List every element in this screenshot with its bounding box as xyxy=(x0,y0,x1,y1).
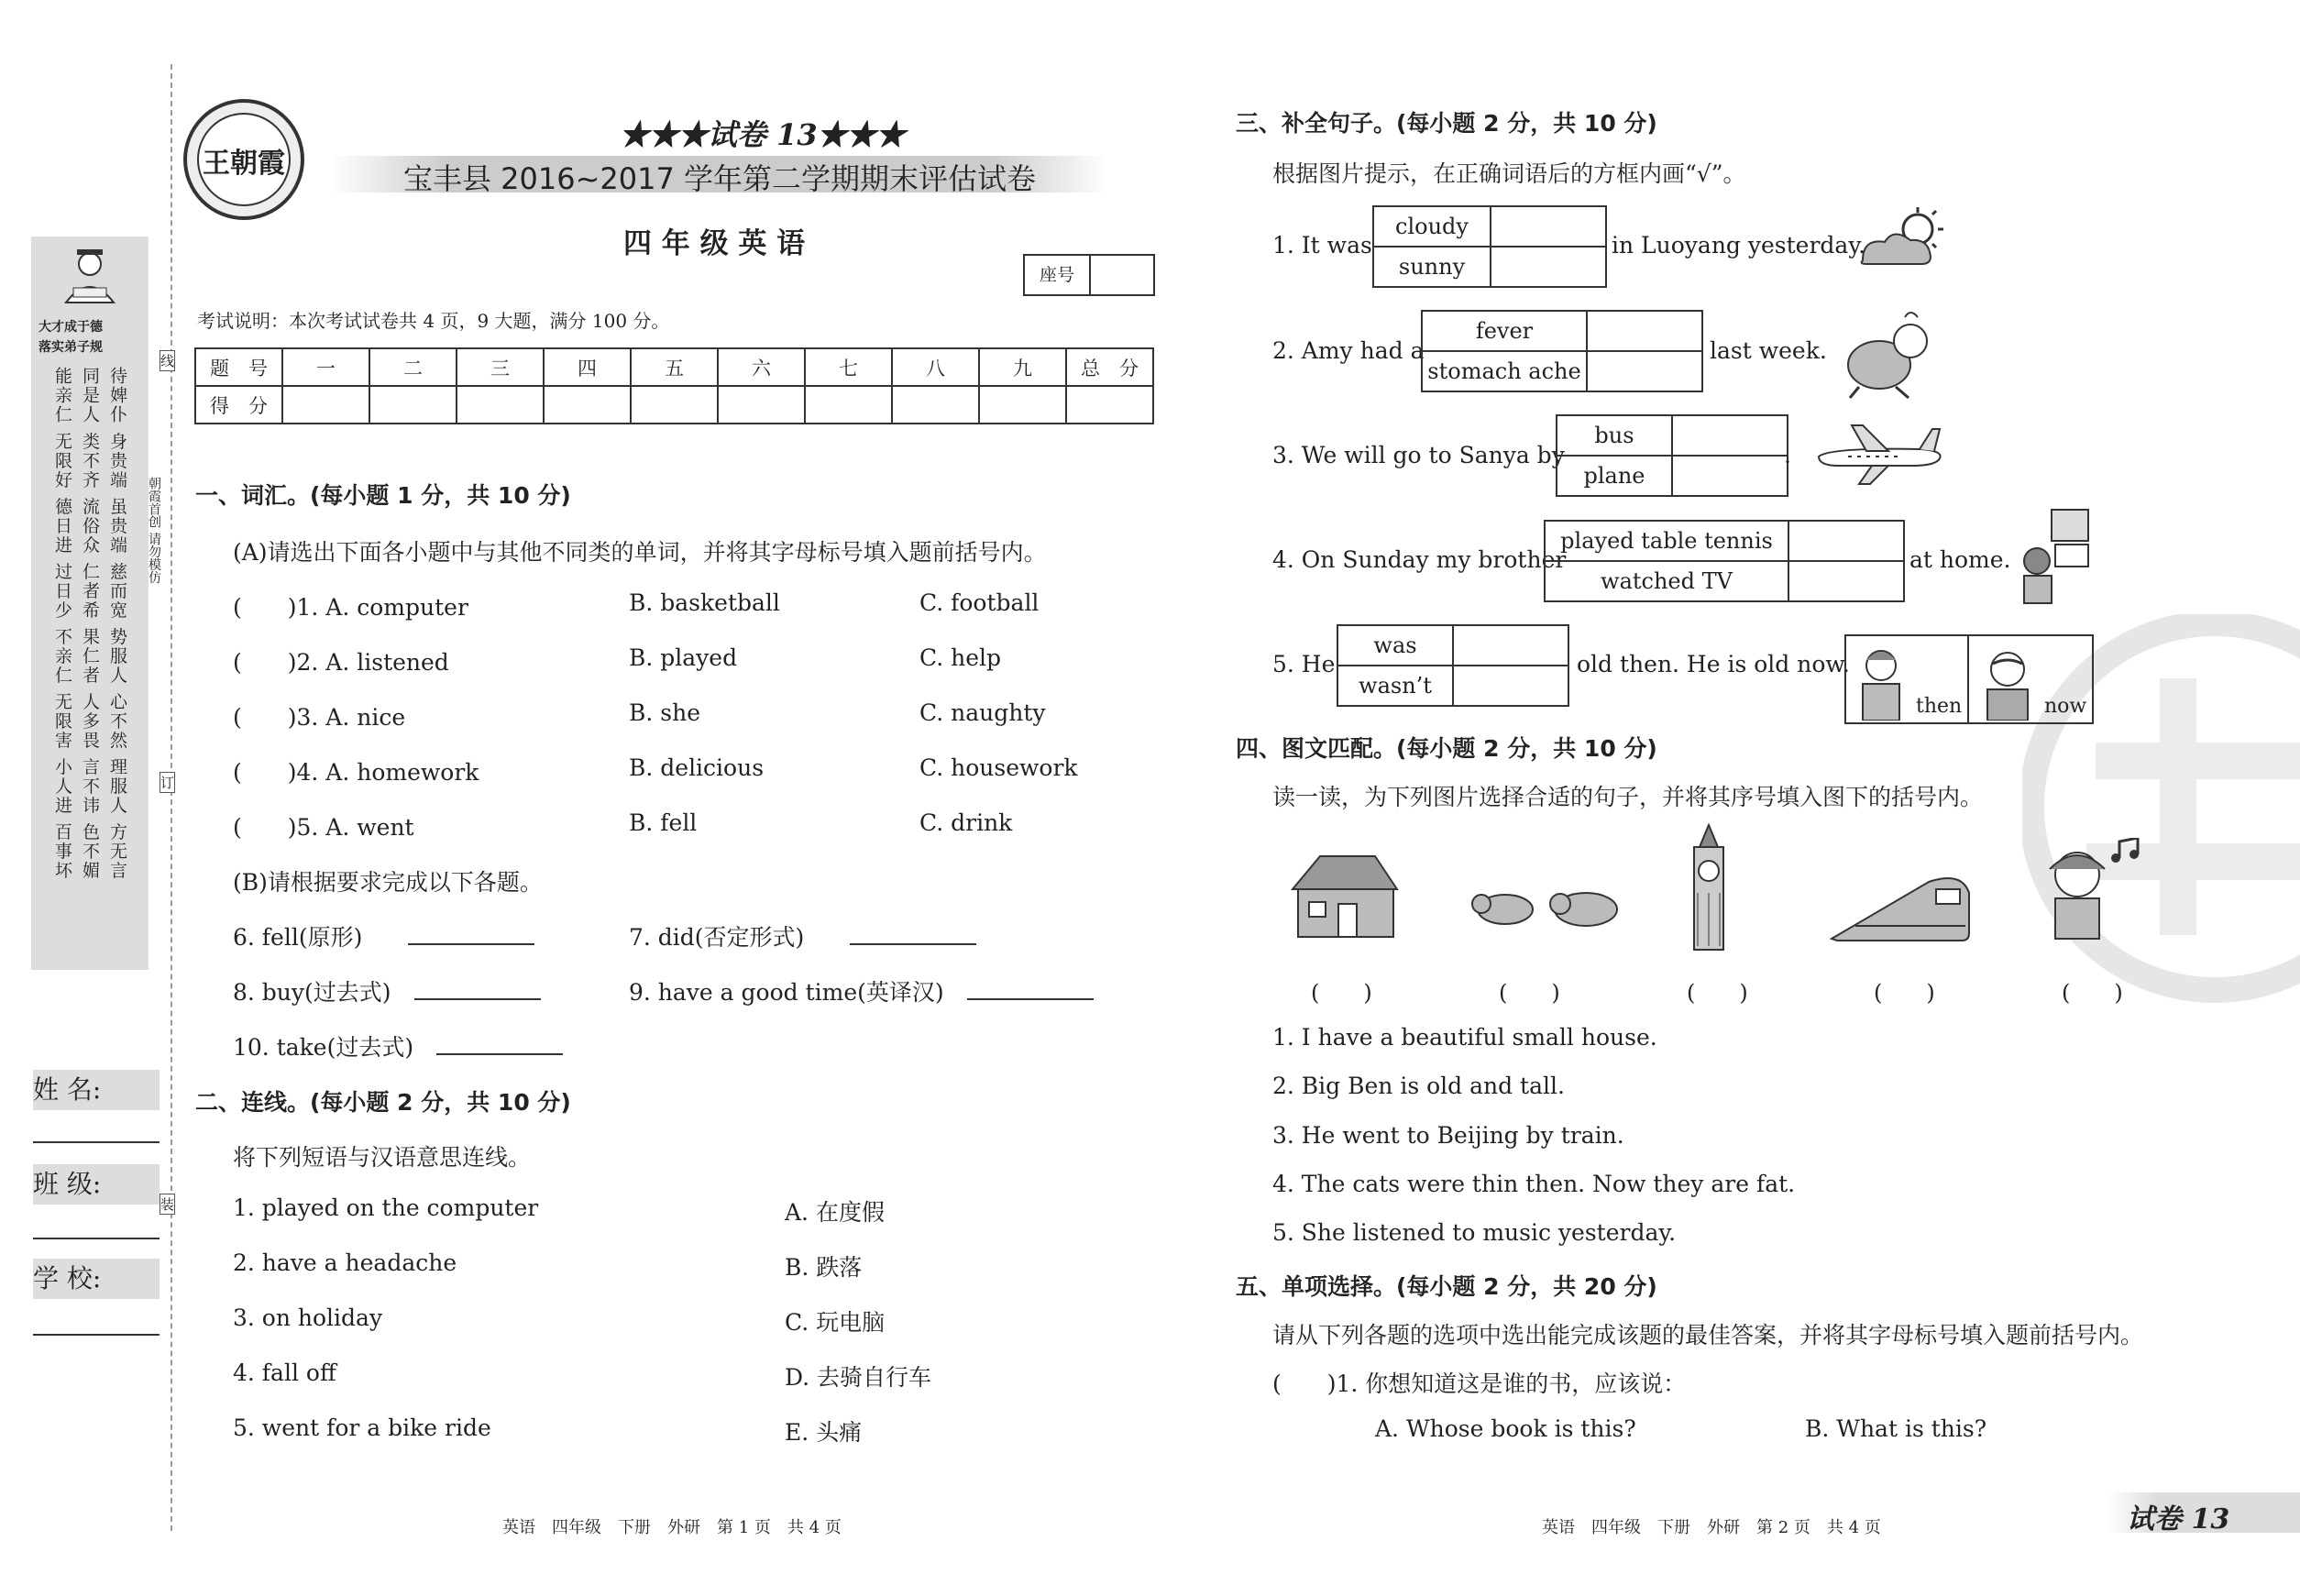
s3-q5-opt2: wasn’t xyxy=(1337,666,1453,706)
s3-q5-option-row xyxy=(1337,625,1568,666)
sick-girl-icon xyxy=(1832,306,1945,402)
girl-listening-music-icon xyxy=(2028,838,2163,948)
s3-q5-post: old then. He is old now. xyxy=(1577,651,1850,677)
score-header-cell: 总 分 xyxy=(1066,348,1153,386)
s3-q4-opt2: watched TV xyxy=(1545,561,1788,601)
s1-q2: ( )2. A. listened xyxy=(233,649,449,676)
s3-q4-opt1: played table tennis xyxy=(1545,521,1788,561)
s1-b10 xyxy=(233,1029,563,1062)
s2-left-5[interactable]: 5. went for a bike ride xyxy=(233,1414,491,1441)
score-table-score-row xyxy=(195,386,1153,424)
s1-b8-label: 8. buy(过去式) xyxy=(233,979,391,1006)
s1-b7-label: 7. did(否定形式) xyxy=(629,924,805,951)
s1-q5-b: B. fell xyxy=(629,809,698,836)
s1-q4: ( )4. A. homework xyxy=(233,759,479,786)
motto-column-3: 待婢仆 身贵端 虽贵端 慈而宽 势服人 心不然 理服人 方无言 xyxy=(107,367,127,881)
s3-q2-opt1-check[interactable] xyxy=(1587,311,1702,351)
s4-bracket-1[interactable]: ( ) xyxy=(1311,980,1372,1006)
s3-q2-opt2-check[interactable] xyxy=(1587,351,1702,391)
s4-sentence-3: 3. He went to Beijing by train. xyxy=(1272,1122,1624,1149)
s1-b7-blank[interactable] xyxy=(850,921,976,945)
s3-q2-option-row xyxy=(1422,351,1702,391)
binding-line xyxy=(171,64,172,1531)
then-now-panel xyxy=(1844,634,2094,724)
s3-q1-post: in Luoyang yesterday. xyxy=(1612,232,1866,259)
section5-instruction: 请从下列各题的选项中选出能完成该题的最佳答案，并将其字母标号填入题前括号内。 xyxy=(1272,1322,2144,1348)
s3-q3-opt2: plane xyxy=(1557,456,1672,496)
s1-q1-b: B. basketball xyxy=(629,589,780,616)
section3-instruction: 根据图片提示，在正确词语后的方框内画“√”。 xyxy=(1272,160,1746,187)
section1-title: 一、词汇。(每小题 1 分，共 10 分) xyxy=(195,482,571,509)
s1-b9 xyxy=(629,974,1094,1007)
score-header-cell: 二 xyxy=(369,348,457,386)
s3-q1-option-row xyxy=(1373,206,1606,247)
s3-q2-opt1: fever xyxy=(1422,311,1587,351)
logo-text: 王朝霞 xyxy=(203,148,285,180)
s3-q1-opt1: cloudy xyxy=(1373,206,1491,247)
old-man-icon xyxy=(1978,644,2039,721)
then-label: then xyxy=(1916,695,1963,718)
score-cell[interactable] xyxy=(544,386,631,424)
motto-panel xyxy=(31,237,149,970)
brand-logo xyxy=(180,95,308,224)
s1-b8 xyxy=(233,974,541,1007)
s3-q2-options xyxy=(1421,310,1703,392)
s1-b6-label: 6. fell(原形) xyxy=(233,924,363,951)
s1-q2-c: C. help xyxy=(919,644,1002,671)
paper-label: ★★★试卷 13★★★ xyxy=(620,117,906,152)
s4-bracket-5[interactable]: ( ) xyxy=(2062,980,2123,1006)
s3-q1-options xyxy=(1372,205,1607,288)
score-header-cell: 七 xyxy=(805,348,892,386)
cloudy-sun-icon xyxy=(1854,204,1954,270)
seat-label: 座号 xyxy=(1025,256,1091,294)
subject-title: 四 年 级 英 语 xyxy=(623,227,806,260)
score-header-cell: 八 xyxy=(892,348,979,386)
s4-bracket-3[interactable]: ( ) xyxy=(1687,980,1748,1006)
s4-sentence-2: 2. Big Ben is old and tall. xyxy=(1272,1073,1565,1099)
s1-q5-c: C. drink xyxy=(919,809,1013,836)
s3-q1-opt1-check[interactable] xyxy=(1491,206,1606,247)
section5-title: 五、单项选择。(每小题 2 分，共 20 分) xyxy=(1236,1273,1657,1300)
s2-left-4[interactable]: 4. fall off xyxy=(233,1359,336,1386)
s4-sentence-5: 5. She listened to music yesterday. xyxy=(1272,1219,1677,1246)
score-cell[interactable] xyxy=(369,386,457,424)
s3-q2-pre: 2. Amy had a xyxy=(1272,337,1425,364)
big-ben-icon xyxy=(1681,823,1736,952)
s3-q5-opt1-check[interactable] xyxy=(1453,625,1568,666)
footer-right: 英语 四年级 下册 外研 第 2 页 共 4 页 xyxy=(1542,1518,1881,1537)
score-cell[interactable] xyxy=(892,386,979,424)
s1-q2-b: B. played xyxy=(629,644,738,671)
s1-q5: ( )5. A. went xyxy=(233,814,414,841)
score-cell[interactable] xyxy=(979,386,1066,424)
school-field-label: 学 校: xyxy=(33,1259,160,1299)
s1-q4-c: C. housework xyxy=(919,754,1078,781)
score-table-header-row xyxy=(195,348,1153,386)
footer-left: 英语 四年级 下册 外研 第 1 页 共 4 页 xyxy=(502,1518,842,1537)
young-man-icon xyxy=(1855,644,1910,721)
name-field-label: 姓 名: xyxy=(33,1070,160,1110)
binding-char-line: 线 xyxy=(160,350,175,371)
s1-b9-label: 9. have a good time(英译汉) xyxy=(629,979,944,1006)
s1-b7 xyxy=(629,919,976,952)
score-header-cell: 题 号 xyxy=(195,348,282,386)
s2-right-C[interactable]: C. 玩电脑 xyxy=(785,1309,886,1336)
class-field[interactable] xyxy=(33,1238,160,1239)
s5-q1-option-b[interactable]: B. What is this? xyxy=(1805,1415,1987,1442)
score-table xyxy=(194,347,1154,424)
s2-left-1[interactable]: 1. played on the computer xyxy=(233,1194,539,1221)
s3-q3-opt2-check[interactable] xyxy=(1672,456,1788,496)
motto-column-2: 同是人 类不齐 流俗众 仁者希 果仁者 人多畏 言不讳 色不媚 xyxy=(80,367,100,881)
s2-right-B[interactable]: B. 跌落 xyxy=(785,1254,863,1281)
s3-q5-option-row xyxy=(1337,666,1568,706)
scholar-icon xyxy=(53,244,127,308)
cats-icon xyxy=(1469,884,1630,931)
s4-sentence-1: 1. I have a beautiful small house. xyxy=(1272,1024,1657,1051)
s3-q1-opt2-check[interactable] xyxy=(1491,247,1606,287)
s3-q4-opt1-check[interactable] xyxy=(1788,521,1904,561)
s5-q1: ( )1. 你想知道这是谁的书，应该说： xyxy=(1272,1370,1687,1397)
s3-q1-pre: 1. It was xyxy=(1272,232,1372,259)
class-field-label: 班 级: xyxy=(33,1164,160,1205)
s1-q3: ( )3. A. nice xyxy=(233,704,406,731)
top-motto-1: 大才成于德 xyxy=(39,320,103,335)
panel-divider xyxy=(1967,636,1969,722)
school-field[interactable] xyxy=(33,1334,160,1336)
s3-q4-pre: 4. On Sunday my brother xyxy=(1272,546,1567,573)
s3-q1-option-row xyxy=(1373,247,1606,287)
binding-char-ding: 订 xyxy=(160,772,175,793)
s4-bracket-2[interactable]: ( ) xyxy=(1499,980,1560,1006)
motto-column-1: 能亲仁 无限好 德日进 过日少 不亲仁 无限害 小人进 百事坏 xyxy=(52,367,72,881)
s1-q1: ( )1. A. computer xyxy=(233,594,468,621)
section1-partA: (A)请选出下面各小题中与其他不同类的单词，并将其字母标号填入题前括号内。 xyxy=(233,539,1047,566)
s3-q5-opt2-check[interactable] xyxy=(1453,666,1568,706)
score-row-label: 得 分 xyxy=(195,386,282,424)
exam-note: 考试说明：本次考试试卷共 4 页，9 大题，满分 100 分。 xyxy=(197,310,670,332)
s3-q5-pre: 5. He xyxy=(1272,651,1336,677)
score-header-cell: 一 xyxy=(282,348,369,386)
section1-partB: (B)请根据要求完成以下各题。 xyxy=(233,869,543,896)
s1-b9-blank[interactable] xyxy=(967,976,1094,1000)
top-motto-2: 落实弟子规 xyxy=(39,340,103,355)
airplane-icon xyxy=(1811,420,1949,488)
s3-q3-opt1: bus xyxy=(1557,415,1672,456)
s2-right-D[interactable]: D. 去骑自行车 xyxy=(785,1364,932,1391)
s1-b6 xyxy=(233,919,534,952)
s3-q5-opt1: was xyxy=(1337,625,1453,666)
s3-q4-post: at home. xyxy=(1909,546,2011,573)
section4-instruction: 读一读，为下列图片选择合适的句子，并将其序号填入图下的括号内。 xyxy=(1272,784,1984,810)
seat-box[interactable] xyxy=(1023,254,1155,296)
score-header-cell: 六 xyxy=(718,348,805,386)
s3-q3-option-row xyxy=(1557,456,1788,496)
s4-sentence-4: 4. The cats were thin then. Now they are fat. xyxy=(1272,1171,1796,1197)
s1-q3-b: B. she xyxy=(629,699,700,726)
s5-q1-option-a[interactable]: A. Whose book is this? xyxy=(1375,1415,1636,1442)
footer-badge: 试卷 13 xyxy=(2127,1503,2230,1535)
s1-q3-c: C. naughty xyxy=(919,699,1046,726)
score-cell[interactable] xyxy=(631,386,718,424)
s3-q5-options xyxy=(1337,624,1569,707)
score-header-cell: 九 xyxy=(979,348,1066,386)
score-header-cell: 五 xyxy=(631,348,718,386)
s2-right-E[interactable]: E. 头痛 xyxy=(785,1419,863,1446)
s3-q4-option-row xyxy=(1545,561,1904,601)
name-field[interactable] xyxy=(33,1141,160,1143)
s3-q1-opt2: sunny xyxy=(1373,247,1491,287)
binding-char-zhuang: 装 xyxy=(160,1194,175,1215)
s3-q3-options xyxy=(1556,414,1788,497)
s3-q3-option-row xyxy=(1557,415,1788,456)
train-icon xyxy=(1828,862,1975,950)
s3-q2-opt2: stomach ache xyxy=(1422,351,1587,391)
s1-b10-label: 10. take(过去式) xyxy=(233,1034,414,1061)
exam-title: 宝丰县 2016~2017 学年第二学期期末评估试卷 xyxy=(403,161,1037,196)
s3-q2-post: last week. xyxy=(1710,337,1827,364)
s3-q3-pre: 3. We will go to Sanya by xyxy=(1272,442,1565,468)
score-header-cell: 三 xyxy=(457,348,544,386)
s2-right-A[interactable]: A. 在度假 xyxy=(785,1199,885,1226)
s1-q1-c: C. football xyxy=(919,589,1040,616)
section2-instruction: 将下列短语与汉语意思连线。 xyxy=(233,1144,532,1171)
s2-left-2[interactable]: 2. have a headache xyxy=(233,1249,457,1276)
s2-left-3[interactable]: 3. on holiday xyxy=(233,1304,383,1331)
s4-bracket-4[interactable]: ( ) xyxy=(1874,980,1935,1006)
vertical-note: 朝霞首创 请勿模仿 xyxy=(147,477,161,584)
s3-q4-opt2-check[interactable] xyxy=(1788,561,1904,601)
boy-watching-tv-icon xyxy=(2019,506,2096,607)
s1-b10-blank[interactable] xyxy=(436,1031,563,1055)
s1-b8-blank[interactable] xyxy=(414,976,541,1000)
score-cell[interactable] xyxy=(718,386,805,424)
s1-q4-b: B. delicious xyxy=(629,754,765,781)
s3-q2-option-row xyxy=(1422,311,1702,351)
score-header-cell: 四 xyxy=(544,348,631,386)
score-cell[interactable] xyxy=(457,386,544,424)
s3-q4-options xyxy=(1544,520,1905,602)
s3-q3-opt1-check[interactable] xyxy=(1672,415,1788,456)
score-cell[interactable] xyxy=(805,386,892,424)
now-label: now xyxy=(2044,695,2087,718)
section3-title: 三、补全句子。(每小题 2 分，共 10 分) xyxy=(1236,110,1657,137)
section2-title: 二、连线。(每小题 2 分，共 10 分) xyxy=(195,1089,571,1116)
score-cell[interactable] xyxy=(1066,386,1153,424)
s1-b6-blank[interactable] xyxy=(408,921,534,945)
s3-q4-option-row xyxy=(1545,521,1904,561)
s3-q3-post: . xyxy=(1784,442,1791,468)
house-icon xyxy=(1283,851,1403,942)
score-cell[interactable] xyxy=(282,386,369,424)
section4-title: 四、图文匹配。(每小题 2 分，共 10 分) xyxy=(1236,735,1657,762)
